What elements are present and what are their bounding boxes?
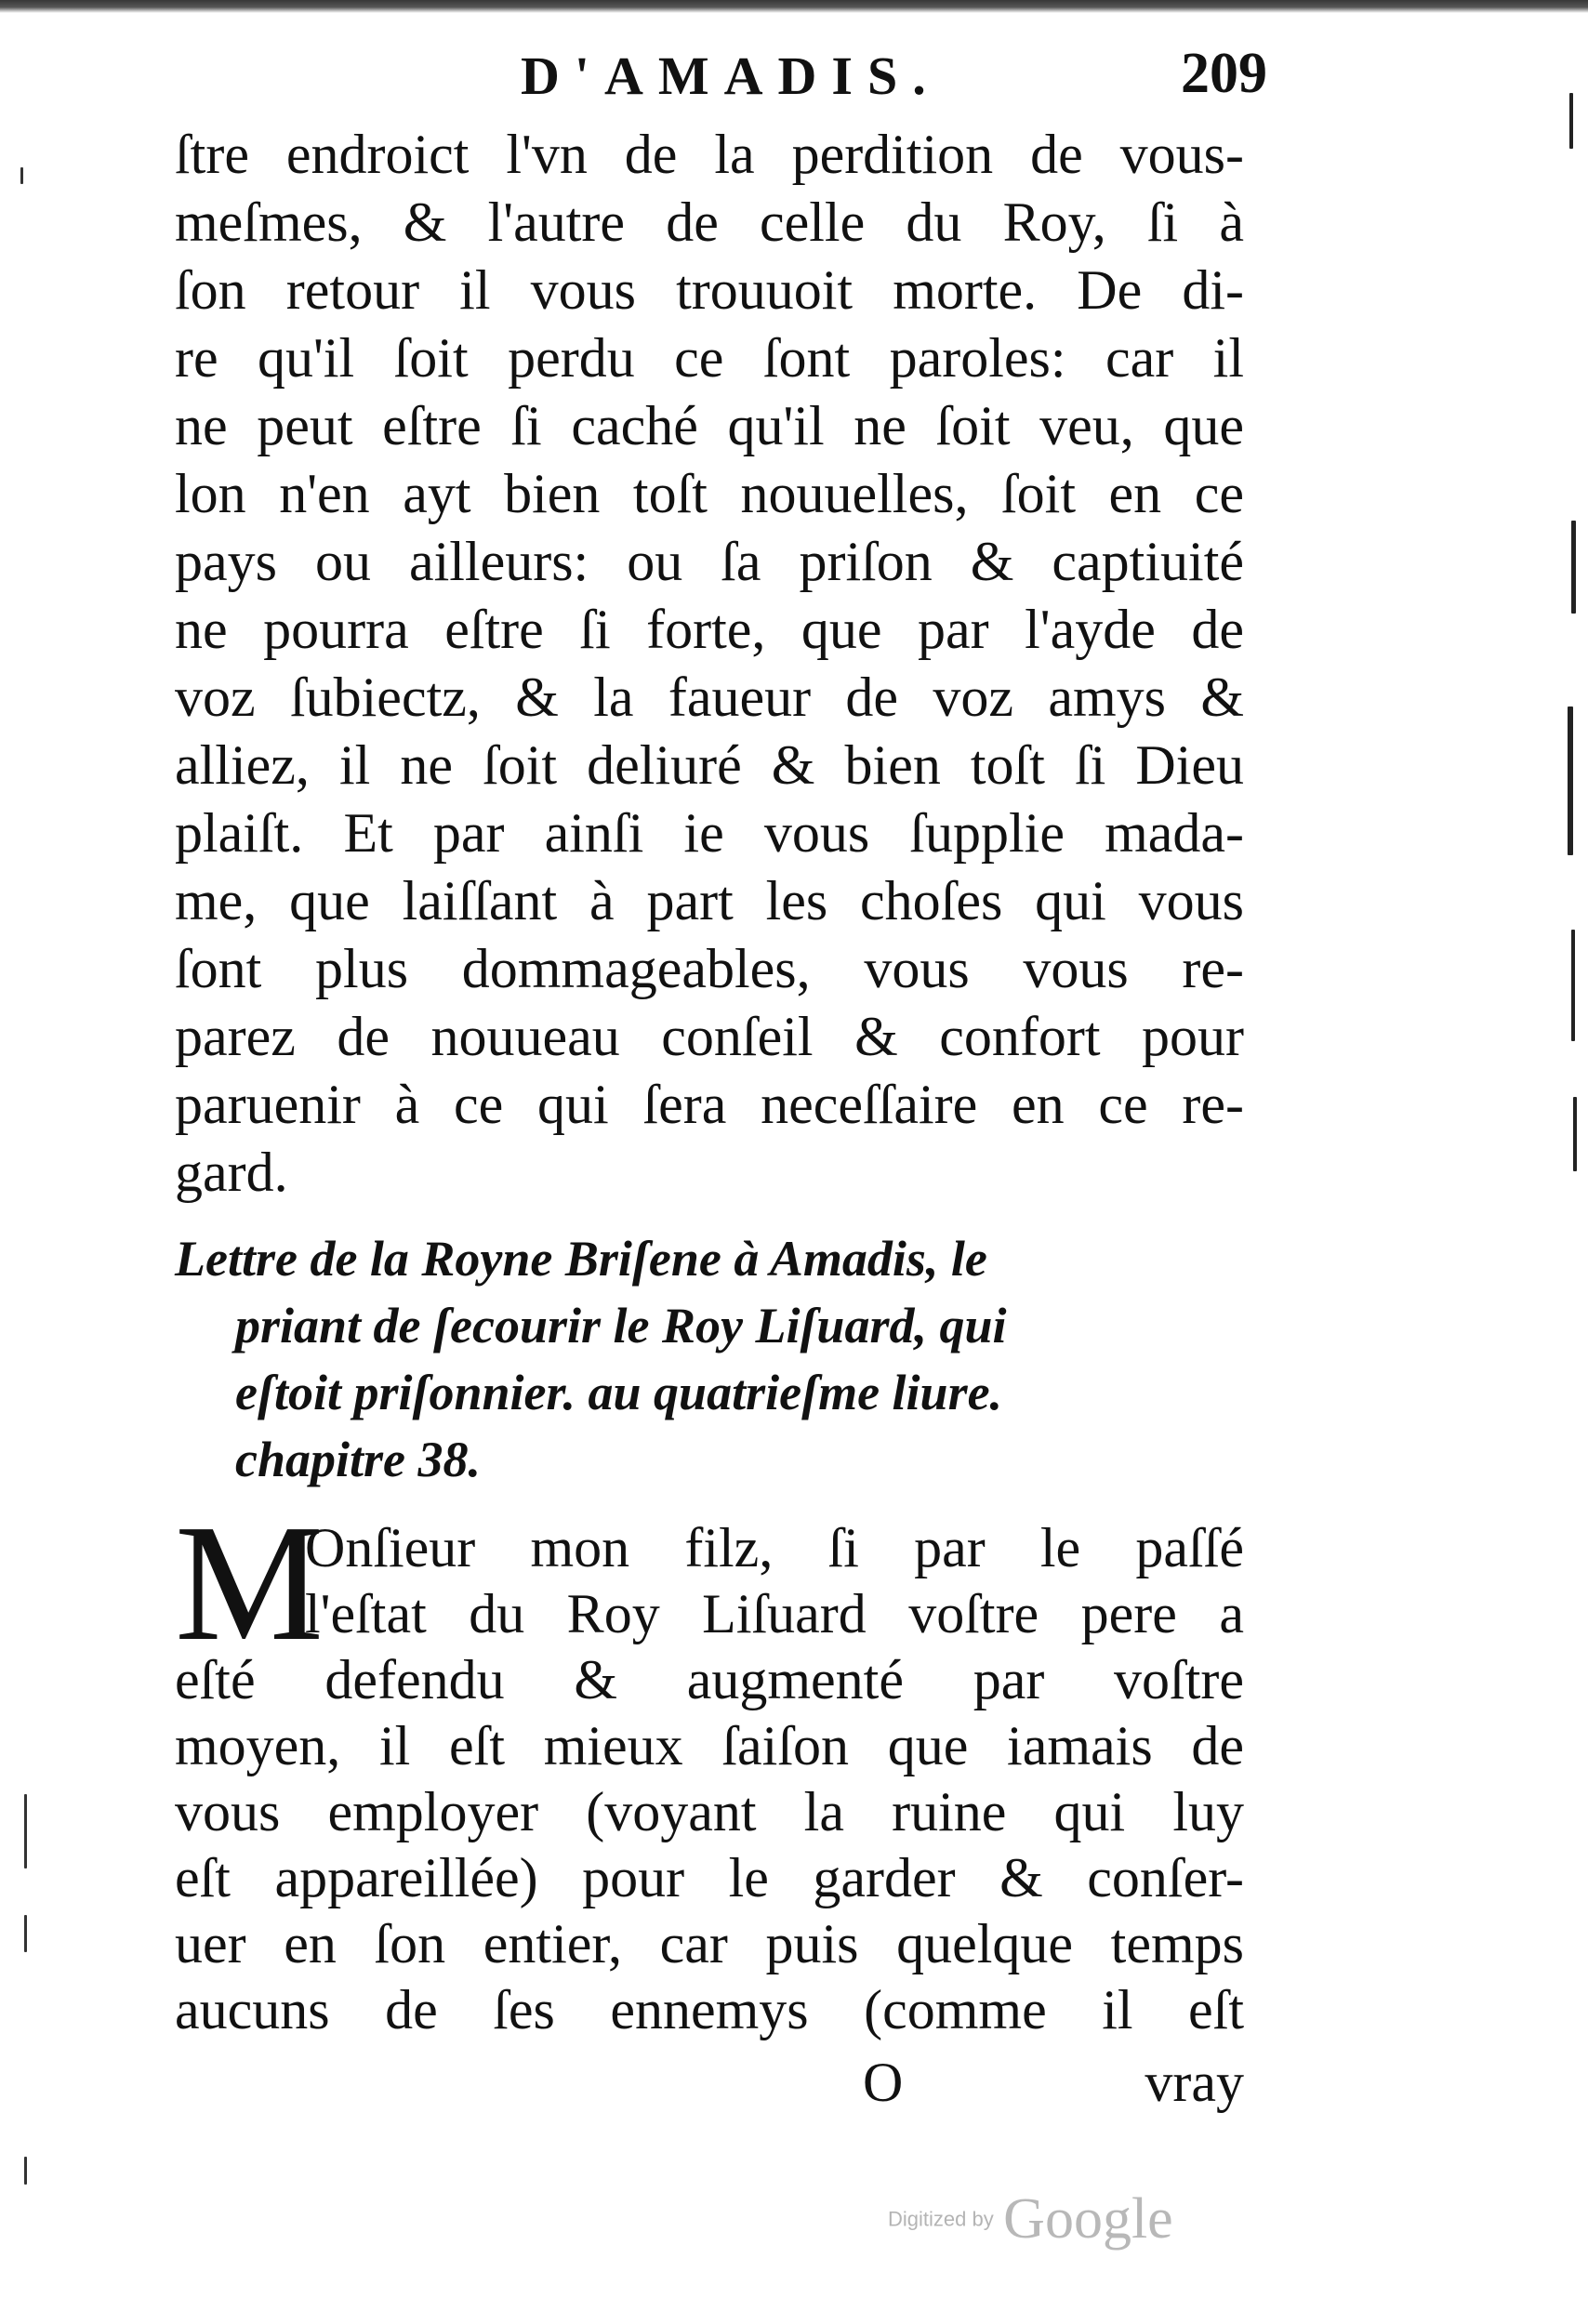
text-line: ſon retour il vous trouuoit morte. De di- bbox=[175, 259, 1244, 321]
paragraph-1 bbox=[175, 121, 1244, 1207]
text-line: l'eſtat du Roy Liſuard voſtre pere a bbox=[305, 1583, 1244, 1644]
text-line: meſmes, & l'autre de celle du Roy, ſi à bbox=[175, 191, 1244, 253]
heading-line: eſtoit priſonnier. au quatrieſme liure. bbox=[235, 1365, 1003, 1420]
edge-speck bbox=[24, 1915, 27, 1952]
text-line: aucuns de ſes ennemys (comme il eſt bbox=[175, 1979, 1244, 2040]
text-line: Onſieur mon filz, ſi par le paſſé bbox=[305, 1517, 1244, 1578]
digitized-by-watermark bbox=[888, 2186, 1173, 2252]
heading-line: Lettre de la Royne Briſene à Amadis, le bbox=[175, 1231, 987, 1287]
edge-speck bbox=[1569, 93, 1573, 149]
text-line: gard. bbox=[175, 1142, 288, 1203]
edge-speck bbox=[1568, 706, 1573, 855]
heading-line: priant de ſecourir le Roy Liſuard, qui bbox=[235, 1298, 1007, 1353]
right-margin-edge bbox=[1551, 37, 1588, 1246]
text-line: alliez, il ne ſoit deliuré & bien toſt ſi Dieu bbox=[175, 734, 1244, 796]
text-line: me, que laiſſant à part les choſes qui vous bbox=[175, 870, 1244, 931]
watermark-text: Digitized by bbox=[888, 2207, 994, 2231]
page-number: 209 bbox=[1181, 42, 1267, 105]
edge-speck bbox=[1571, 521, 1576, 614]
text-line: vous employer (voyant la ruine qui luy bbox=[175, 1781, 1244, 1842]
google-logo: Google bbox=[1003, 2187, 1173, 2251]
page-top-edge bbox=[0, 0, 1588, 13]
text-line: pays ou ailleurs: ou ſa priſon & captiuité bbox=[175, 531, 1244, 592]
catchword: vray bbox=[1145, 2052, 1244, 2113]
text-line: re qu'il ſoit perdu ce ſont paroles: car il bbox=[175, 327, 1244, 389]
page-footer-line bbox=[175, 2050, 1244, 2116]
running-head: D'AMADIS. bbox=[521, 46, 941, 106]
signature-mark: O bbox=[863, 2052, 904, 2113]
letter-body bbox=[175, 1490, 1244, 2043]
drop-cap: M bbox=[175, 1490, 324, 1675]
text-line: moyen, il eſt mieux ſaiſon que iamais de bbox=[175, 1715, 1244, 1776]
letter-heading bbox=[175, 1225, 1244, 1493]
text-line: plaiſt. Et par ainſi ie vous ſupplie mada- bbox=[175, 802, 1244, 864]
edge-speck bbox=[24, 1794, 27, 1868]
text-line: ſtre endroict l'vn de la perdition de vous- bbox=[175, 124, 1244, 185]
edge-speck bbox=[20, 167, 23, 184]
text-line: parez de nouueau conſeil & confort pour bbox=[175, 1006, 1244, 1067]
text-line: eſté defendu & augmenté par voſtre bbox=[175, 1649, 1244, 1710]
text-line: eſt appareillée) pour le garder & conſer- bbox=[175, 1847, 1244, 1908]
text-line: ne peut eſtre ſi caché qu'il ne ſoit veu, que bbox=[175, 395, 1244, 456]
edge-speck bbox=[1573, 1097, 1577, 1171]
edge-speck bbox=[24, 2157, 27, 2185]
text-line: voz ſubiectz, & la faueur de voz amys & bbox=[175, 667, 1244, 728]
text-line: ne pourra eſtre ſi forte, que par l'ayde de bbox=[175, 599, 1244, 660]
text-line: paruenir à ce qui ſera neceſſaire en ce re- bbox=[175, 1074, 1244, 1135]
text-line: lon n'en ayt bien toſt nouuelles, ſoit en ce bbox=[175, 463, 1244, 524]
edge-speck bbox=[1571, 930, 1575, 1041]
text-line: uer en ſon entier, car puis quelque temps bbox=[175, 1913, 1244, 1974]
heading-line: chapitre 38. bbox=[235, 1432, 481, 1487]
text-line: ſont plus dommageables, vous vous re- bbox=[175, 938, 1244, 999]
